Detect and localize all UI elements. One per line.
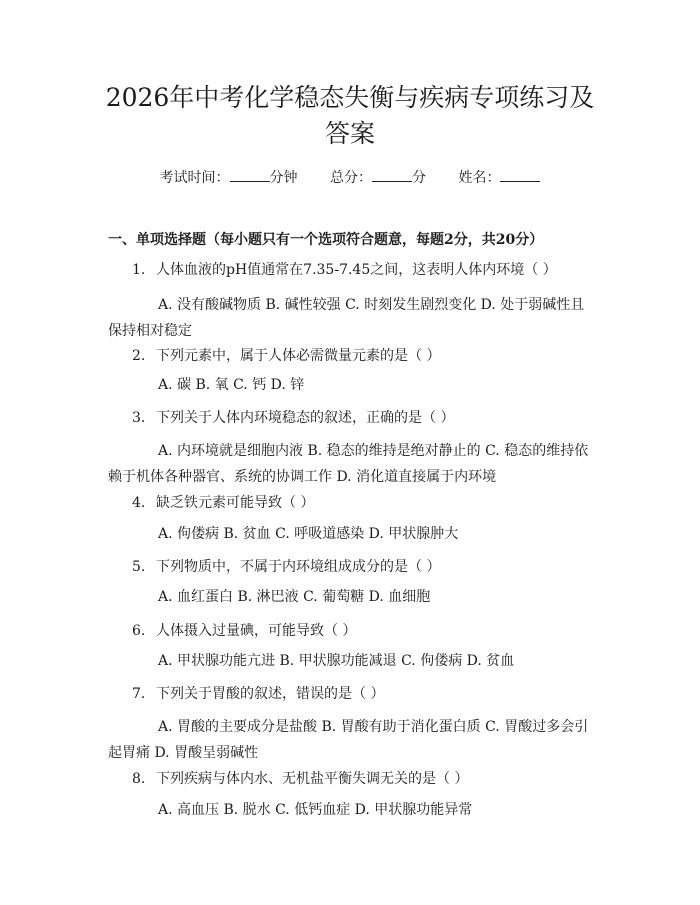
- question-stem: [132, 557, 440, 577]
- question-options: [108, 714, 598, 766]
- title-line-2: 答案: [324, 119, 375, 148]
- time-unit: 分钟: [269, 170, 298, 186]
- question-text: 下列元素中，属于人体必需微量元素的是（ ）: [156, 348, 441, 364]
- question-stem: [132, 621, 356, 641]
- name-label: 姓名：: [458, 170, 501, 186]
- question-stem: [132, 493, 314, 513]
- question-stem: [132, 408, 454, 428]
- name-blank: [500, 167, 540, 182]
- question-stem: [132, 769, 468, 789]
- question-text: 人体摄入过量碘，可能导致（ ）: [156, 623, 357, 639]
- question-options: A. 血红蛋白 B. 淋巴液 C. 葡萄糖 D. 血细胞: [158, 589, 431, 605]
- section-heading-single-choice: 一、单项选择题（每小题只有一个选项符合题意，每题2分，共20分）: [108, 232, 544, 248]
- time-label: 考试时间：: [159, 170, 230, 186]
- question-options: A. 高血压 B. 脱水 C. 低钙血症 D. 甲状腺功能异常: [158, 802, 473, 818]
- score-blank: [372, 167, 412, 182]
- total-score-field: [330, 167, 426, 188]
- question-options: A. 碳 B. 氧 C. 钙 D. 锌: [158, 377, 305, 393]
- options-line: 赖于机体各种器官、系统的协调工作 D. 消化道直接属于内环境: [108, 469, 497, 485]
- question-options: [108, 292, 598, 344]
- options-line: 起胃痛 D. 胃酸呈弱碱性: [108, 745, 259, 761]
- question-stem: [132, 260, 557, 280]
- time-blank: [230, 167, 270, 182]
- question-number: 2.: [132, 348, 146, 364]
- question-text: 下列物质中，不属于内环境组成成分的是（ ）: [156, 559, 441, 575]
- question-text: 缺乏铁元素可能导致（ ）: [156, 495, 315, 511]
- document-title: [60, 80, 640, 152]
- question-options: [108, 438, 598, 490]
- options-line: A. 胃酸的主要成分是盐酸 B. 胃酸有助于消化蛋白质 C. 胃酸过多会引: [158, 719, 589, 735]
- options-line: A. 内环境就是细胞内液 B. 稳态的维持是绝对静止的 C. 稳态的维持依: [158, 443, 589, 459]
- question-stem: [132, 346, 440, 366]
- question-text: 下列关于胃酸的叙述，错误的是（ ）: [156, 686, 385, 702]
- question-options: A. 佝偻病 B. 贫血 C. 呼吸道感染 D. 甲状腺肿大: [158, 526, 459, 542]
- question-number: 5.: [132, 559, 146, 575]
- question-number: 4.: [132, 495, 146, 511]
- question-number: 6.: [132, 623, 146, 639]
- options-line: A. 没有酸碱物质 B. 碱性较强 C. 时刻发生剧烈变化 D. 处于弱碱性且: [158, 297, 585, 313]
- question-number: 1.: [132, 262, 146, 278]
- exam-time-field: [160, 167, 298, 188]
- question-text: 人体血液的pH值通常在7.35-7.45之间，这表明人体内环境（ ）: [156, 262, 557, 278]
- name-field: [458, 167, 540, 188]
- title-line-1: 2026年中考化学稳态失衡与疾病专项练习及: [105, 83, 595, 112]
- question-options: A. 甲状腺功能亢进 B. 甲状腺功能减退 C. 佝偻病 D. 贫血: [158, 653, 515, 669]
- question-stem: [132, 684, 384, 704]
- question-number: 8.: [132, 771, 146, 787]
- question-text: 下列疾病与体内水、无机盐平衡失调无关的是（ ）: [156, 771, 469, 787]
- question-text: 下列关于人体内环境稳态的叙述，正确的是（ ）: [156, 410, 455, 426]
- question-number: 7.: [132, 686, 146, 702]
- question-number: 3.: [132, 410, 146, 426]
- exam-meta: [0, 167, 700, 188]
- options-line: 保持相对稳定: [108, 323, 192, 339]
- score-unit: 分: [412, 170, 426, 186]
- score-label: 总分：: [330, 170, 372, 186]
